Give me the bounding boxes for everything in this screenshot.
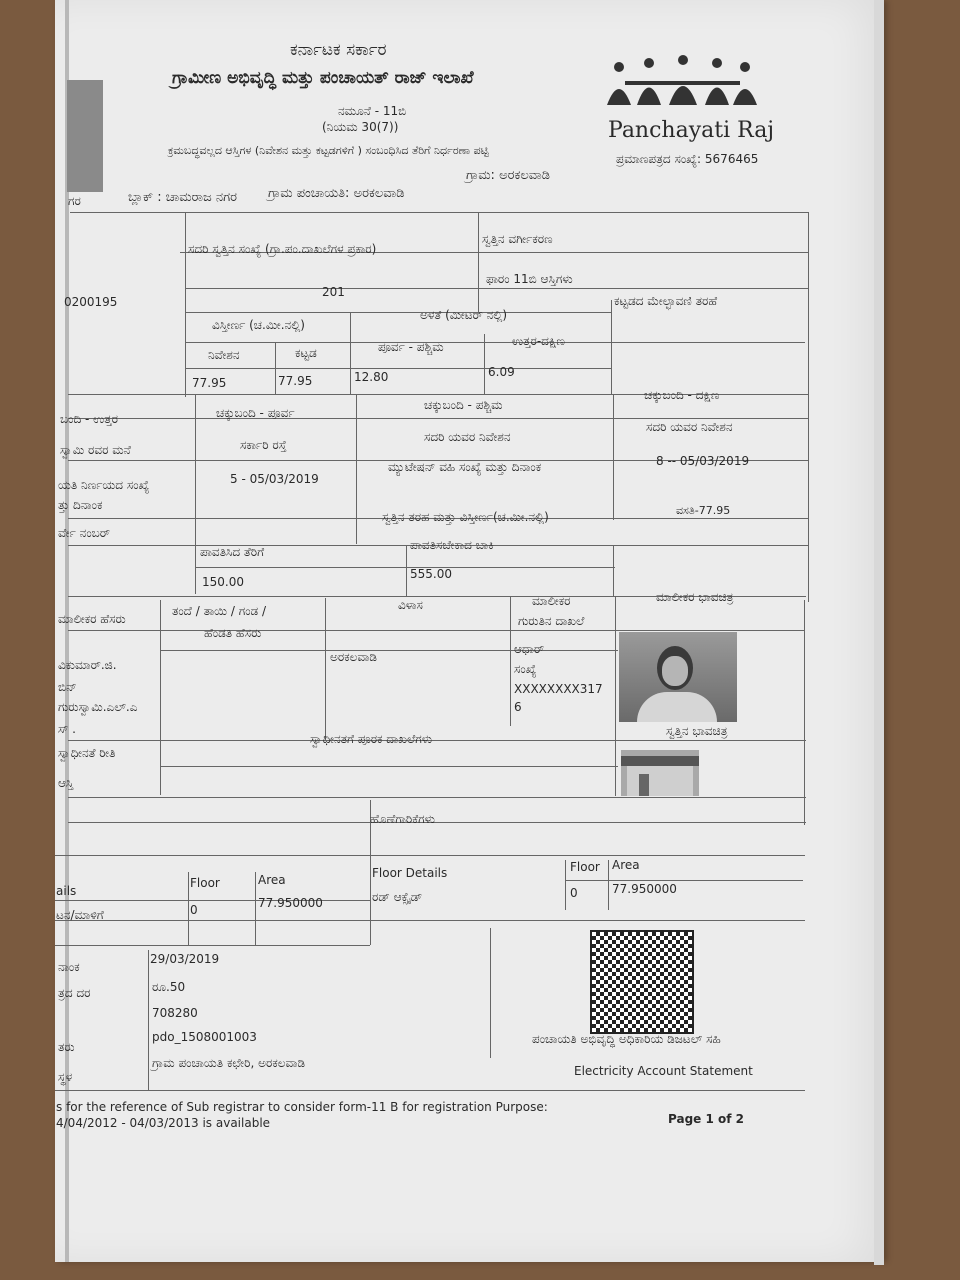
area-value-2: 77.950000 <box>612 882 677 896</box>
property-photo-label: ಸ್ವತ್ತಿನ ಭಾವಚಿತ್ರ <box>666 724 728 738</box>
floor-value-2: 0 <box>570 886 578 900</box>
seal-fragment-text: ಗರ <box>68 194 81 208</box>
site-label: ನಿವೇಶನ <box>208 348 240 362</box>
survey-number-label: ರ್ವೇ ನಂಬರ್ <box>58 526 111 540</box>
floor-header: Floor <box>190 876 220 890</box>
certificate-fee: ರೂ.50 <box>152 980 186 994</box>
resolution-date-label: ತ್ತು ದಿನಾಂಕ <box>58 498 103 512</box>
form-rule: (ನಿಯಮ 30(7)) <box>322 120 399 134</box>
ownership-docs-label: ಸ್ವಾಧೀನತಗೆ ಪೂರಕ ದಾಖಲೆಗಳು <box>310 732 433 746</box>
registrar-note: s for the reference of Sub registrar to consider form-11 B for registration Purpose: <box>56 1100 548 1114</box>
site-area: 77.95 <box>192 376 227 390</box>
dimension-header: ಅಳತೆ (ಮೀಟರ್ ನಲ್ಲಿ) <box>420 308 508 322</box>
west-boundary: ಸದರಿ ಯವರ ನಿವೇಶನ <box>424 430 511 444</box>
owner-name-label: ಮಾಲೀಕರ ಹೆಸರು <box>58 612 126 626</box>
area-header-1: Area <box>258 873 286 887</box>
property-class-label: ಸ್ವತ್ತಿನ ವರ್ಗೀಕರಣ <box>482 232 553 246</box>
owner-name-line1: ವಿಕುಮಾರ್.ಜಿ. <box>58 658 117 672</box>
owner-id-label: ಮಾಲೀಕರ <box>532 594 571 608</box>
certificate-number: ಪ್ರಮಾಣಪತ್ರದ ಸಂಖ್ಯೆ: 5676465 <box>616 152 759 166</box>
form-number: ನಮೂನೆ - 11ಬಿ <box>338 104 407 118</box>
aadhaar-label-2: ಸಂಖ್ಯೆ <box>514 662 537 676</box>
qr-code <box>590 930 694 1034</box>
property-number: 201 <box>322 285 345 299</box>
north-south-label: ಉತ್ತರ-ದಕ್ಷಿಣ <box>512 334 565 348</box>
building-area: 77.95 <box>278 374 313 388</box>
floor-value-1: 0 <box>190 903 198 917</box>
area-header: ವಿಸ್ತೀರ್ಣ (ಚ.ಮೀ.ನಲ್ಲಿ) <box>212 318 305 332</box>
floor-details-header: Floor Details <box>372 866 448 880</box>
south-boundary: ಸದರಿ ಯವರ ನಿವೇಶನ <box>646 420 733 434</box>
floor-type-label: ಟನ/ಮಾಳಿಗೆ <box>56 908 104 922</box>
west-boundary-label: ಚಕ್ಕುಬಂದಿ - ಪಶ್ಚಿಮ <box>424 398 503 412</box>
type-area-value: ವಸತಿ-77.95 <box>676 504 731 517</box>
paid-tax: 150.00 <box>202 575 244 589</box>
property-number-label: ಸದರಿ ಸ್ವತ್ತಿನ ಸಂಖ್ಯೆ (ಗ್ರಾ.ಪಂ.ದಾಖಲೆಗಳ ಪ್ರಕಾರ) <box>188 242 377 256</box>
liabilities-label: ಹೊಣೆಗಾರಿಕೆಗಳು <box>370 812 435 826</box>
aadhaar-label: ಆಧಾರ್ <box>514 642 545 656</box>
parent-name-label-2: ಹೆಂಡತಿ ಹೆಸರು <box>204 626 262 640</box>
building-label: ಕಟ್ಟಡ <box>295 346 317 360</box>
village-name: ಗ್ರಾಮ: ಅರಕಲವಾಡಿ <box>466 168 550 183</box>
asset-label: ಆಸ್ತಿ <box>58 776 74 790</box>
reference-number: 708280 <box>152 1006 198 1020</box>
due-tax: 555.00 <box>410 567 452 581</box>
area-header-2: Area <box>612 858 640 872</box>
roof-type-label: ಕಟ್ಟಡದ ಮೇಲ್ಛಾವಣಿ ತರಹೆ <box>614 294 718 308</box>
east-west-length: 12.80 <box>354 370 389 384</box>
due-tax-label: ಪಾವತಿಸಬೇಕಾದ ಬಾಕಿ <box>410 538 494 552</box>
owner-photo <box>619 632 737 722</box>
page-number: Page 1 of 2 <box>668 1112 744 1126</box>
issuing-officer: pdo_1508001003 <box>152 1030 257 1044</box>
property-id: 0200195 <box>64 295 118 309</box>
owner-address: ಅರಕಲವಾಡಿ <box>330 650 377 664</box>
department-title: ಗ್ರಾಮೀಣ ಅಭಿವೃದ್ಧಿ ಮತ್ತು ಪಂಚಾಯತ್ ರಾಜ್ ಇಲಾಖೆ <box>172 68 474 88</box>
statement-note: Electricity Account Statement <box>574 1064 753 1078</box>
east-boundary-label: ಚಕ್ಕುಬಂದಿ - ಪೂರ್ವ <box>216 406 295 420</box>
resolution-label: ಯತಿ ನಿರ್ಣಯದ ಸಂಖ್ಯೆ <box>58 478 150 492</box>
block-name: ಬ್ಲಾಕ್ : ಚಾಮರಾಜ ನಗರ <box>128 190 238 205</box>
availability-note: 4/04/2012 - 04/03/2013 is available <box>56 1116 271 1130</box>
address-label: ವಿಳಾಸ <box>398 598 423 612</box>
owner-name-line2: ಬಿನ್ <box>58 680 77 694</box>
brand-name: Panchayati Raj <box>608 118 775 143</box>
south-boundary-label: ಚಕ್ಕುಬಂದಿ - ದಕ್ಷಿಣ <box>644 388 720 402</box>
owner-photo-label: ಮಾಲೀಕರ ಭಾವಚಿತ್ರ <box>656 590 734 604</box>
document-subtitle: ಕ್ರಮಬದ್ಧವಲ್ಲದ ಆಸ್ತಿಗಳ (ನಿವೇಶನ ಮತ್ತು ಕಟ್ಟಡಗಳಿಗೆ ) ಸಂಬಂಧಿಸಿದ ತೆರಿಗೆ ನಿರ್ಧರಣಾ ಪಟ್ಟಿ <box>168 144 489 157</box>
reference-label: ತರು <box>58 1040 75 1054</box>
gov-title: ಕರ್ನಾಟಕ ಸರ್ಕಾರ <box>290 40 387 60</box>
issue-date: 29/03/2019 <box>150 952 220 966</box>
mutation-value: 8 -- 05/03/2019 <box>656 454 750 468</box>
gram-panchayat: ಗ್ರಾಮ ಪಂಚಾಯತಿ: ಅರಕಲವಾಡಿ <box>268 186 405 201</box>
owner-id-label-2: ಗುರುತಿನ ದಾಖಲೆ <box>518 614 585 628</box>
aadhaar-number-2: 6 <box>514 700 522 714</box>
property-class: ಫಾರಂ 11ಬಿ ಆಸ್ತಿಗಳು <box>486 272 573 286</box>
east-west-label: ಪೂರ್ವ - ಪಶ್ಚಿಮ <box>378 340 444 354</box>
issuing-office: ಗ್ರಾಮ ಪಂಚಾಯತಿ ಕಛೇರಿ, ಅರಕಲವಾಡಿ <box>152 1056 306 1070</box>
area-value-1: 77.950000 <box>258 896 323 910</box>
ownership-mode-label: ಸ್ವಾಧೀನತೆ ರೀತಿ <box>58 746 116 760</box>
place-label: ಸ್ಥಳ <box>58 1070 73 1084</box>
mutation-label: ಮ್ಯುಟೇಷನ್ ವಹಿ ಸಂಖ್ಯೆ ಮತ್ತು ದಿನಾಂಕ <box>388 460 542 474</box>
floor-details-left-label: ails <box>56 884 77 898</box>
north-boundary-label: ಬಂದಿ - ಉತ್ತರ <box>60 412 118 426</box>
parent-name-label: ತಂದೆ / ತಾಯಿ / ಗಂಡ / <box>172 604 267 618</box>
floor-details-value: ರಡ್ ಆಕ್ಸೈಡ್ <box>372 890 423 904</box>
paid-tax-label: ಪಾವತಿಸಿದ ತೆರಿಗೆ <box>200 545 265 559</box>
state-emblem-seal <box>67 80 103 192</box>
floor-header-2: Floor <box>570 860 600 874</box>
owner-name-line4: ಸ್ . <box>58 722 76 736</box>
fee-label: ತ್ರದ ದರ <box>58 986 91 1000</box>
aadhaar-number: XXXXXXXX317 <box>514 682 603 696</box>
type-area-label: ಸ್ವತ್ತಿನ ತರಹ ಮತ್ತು ವಿಸ್ತೀರ್ಣ(ಚ.ಮೀ.ನಲ್ಲಿ) <box>382 510 549 524</box>
issue-date-label: ನಾಂಕ <box>58 960 80 974</box>
north-boundary: ಸ್ವಾಮಿ ರವರ ಮನೆ <box>60 443 131 457</box>
east-boundary: ಸರ್ಕಾರಿ ರಸ್ತೆ <box>240 438 287 452</box>
panchayati-raj-logo <box>605 55 760 115</box>
property-photo <box>621 750 699 796</box>
resolution-value: 5 - 05/03/2019 <box>230 472 319 486</box>
page-edge <box>874 0 884 1265</box>
digital-signature-label: ಪಂಚಾಯತಿ ಅಭಿವೃದ್ಧಿ ಅಧಿಕಾರಿಯ ಡಿಜಟಲ್ ಸಹಿ <box>532 1032 721 1046</box>
owner-name-line3: ಗುರುಸ್ವಾಮಿ.ಎಲ್.ಎ <box>58 700 138 714</box>
north-south-length: 6.09 <box>488 365 515 379</box>
